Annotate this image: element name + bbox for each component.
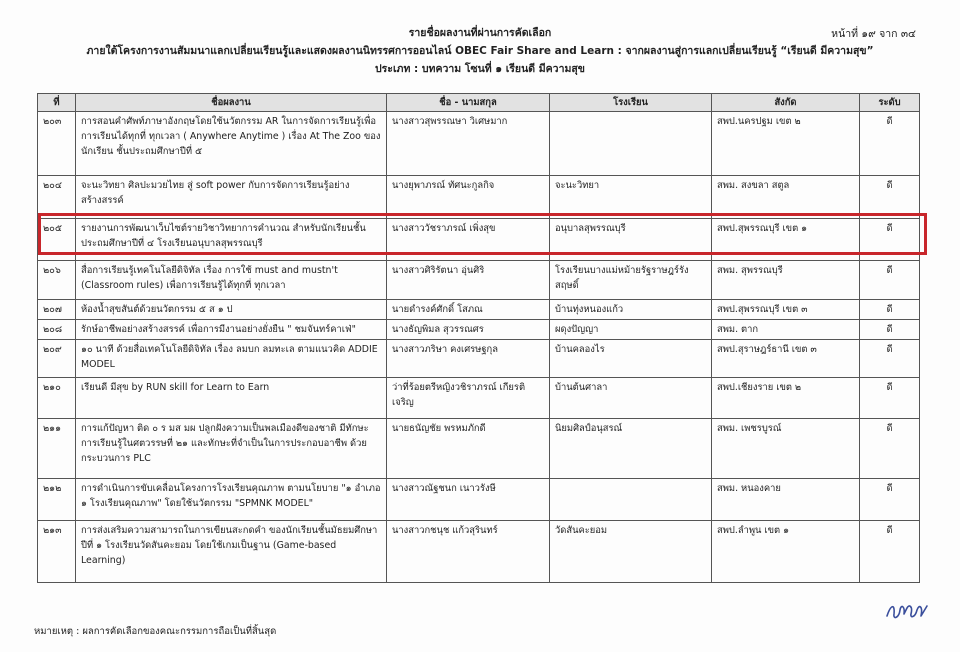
signature-icon [885, 600, 929, 622]
column-header-title: ชื่อผลงาน [76, 94, 387, 112]
cell-title: ห้องน้ำสุขสันต์ด้วยนวัตกรรม ๕ ส ๑ ป [76, 300, 387, 320]
cell-level: ดี [860, 219, 920, 261]
column-header-office: สังกัด [712, 94, 860, 112]
cell-level: ดี [860, 419, 920, 479]
cell-no: ๒๐๖ [38, 261, 76, 300]
cell-level: ดี [860, 340, 920, 378]
page-number: หน้าที่ ๑๙ จาก ๓๔ [831, 28, 916, 40]
document-title: รายชื่อผลงานที่ผ่านการคัดเลือก [408, 27, 552, 39]
cell-title: รายงานการพัฒนาเว็บไซต์รายวิชาวิทยาการคำนวณ สำหรับนักเรียนชั้นประถมศึกษาปีที่ ๔ โรงเรียนอนุบาลสุพรรณบุรี [76, 219, 387, 261]
cell-office: สพป.เชียงราย เขต ๒ [712, 378, 860, 419]
cell-level: ดี [860, 479, 920, 521]
document-category: ประเภท : บทความ โซนที่ ๑ เรียนดี มีความสุข [375, 63, 585, 75]
cell-school: บ้านทุ่งหนองแก้ว [550, 300, 712, 320]
cell-title: การแก้ปัญหา ติด ๐ ร มส มผ ปลูกฝังความเป็นพลเมืองดีของชาติ มีทักษะการเรียนรู้ในศตวรรษที่ ๒๑ และทักษะที่จำเป็นในการประกอบอาชีพ ด้วยกระบวนการ PLC [76, 419, 387, 479]
cell-no: ๒๐๗ [38, 300, 76, 320]
cell-level: ดี [860, 300, 920, 320]
cell-level: ดี [860, 378, 920, 419]
cell-no: ๒๐๔ [38, 176, 76, 219]
cell-office: สพม. ตาก [712, 320, 860, 340]
cell-title: สื่อการเรียนรู้เทคโนโลยีดิจิทัล เรื่อง การใช้ must and mustn't (Classroom rules) เพื่อการเรียนรู้ได้ทุกที่ ทุกเวลา [76, 261, 387, 300]
cell-office: สพป.ลำพูน เขต ๑ [712, 521, 860, 583]
table-row [38, 479, 920, 521]
cell-office: สพป.สุพรรณบุรี เขต ๑ [712, 219, 860, 261]
cell-school [550, 112, 712, 176]
cell-school: ผดุงปัญญา [550, 320, 712, 340]
cell-office: สพม. สุพรรณบุรี [712, 261, 860, 300]
table-row [38, 521, 920, 583]
cell-name: นางสาวณัฐชนก เนาวรังษี [387, 479, 550, 521]
cell-title: รักษ์อาชีพอย่างสร้างสรรค์ เพื่อการมีงานอย่างยั่งยืน " ชมจันทร์คาเฟ่" [76, 320, 387, 340]
table-row [38, 419, 920, 479]
cell-office: สพม. สงขลา สตูล [712, 176, 860, 219]
cell-no: ๒๐๙ [38, 340, 76, 378]
cell-name: นางธัญพิมล สุวรรณศร [387, 320, 550, 340]
cell-level: ดี [860, 112, 920, 176]
cell-school: วัดสันคะยอม [550, 521, 712, 583]
cell-school: จะนะวิทยา [550, 176, 712, 219]
cell-name: นางสาวศิริรัตนา อุ่นศิริ [387, 261, 550, 300]
cell-title: การดำเนินการขับเคลื่อนโครงการโรงเรียนคุณภาพ ตามนโยบาย "๑ อำเภอ ๑ โรงเรียนคุณภาพ" โดยใช้นวัตกรรม "SPMNK MODEL" [76, 479, 387, 521]
cell-office: สพป.นครปฐม เขต ๒ [712, 112, 860, 176]
footnote: หมายเหตุ : ผลการคัดเลือกของคณะกรรมการถือเป็นที่สิ้นสุด [34, 626, 277, 637]
cell-school: บ้านต้นศาลา [550, 378, 712, 419]
table-header-row [38, 94, 920, 112]
cell-school: นิยมศิลป์อนุสรณ์ [550, 419, 712, 479]
cell-name: นางสาวภริษา คงเศรษฐกุล [387, 340, 550, 378]
cell-office: สพป.สุราษฎร์ธานี เขต ๓ [712, 340, 860, 378]
table-row [38, 340, 920, 378]
column-header-level: ระดับ [860, 94, 920, 112]
cell-no: ๒๐๕ [38, 219, 76, 261]
cell-school: บ้านคลองไร [550, 340, 712, 378]
table-row [38, 112, 920, 176]
cell-title: การสอนคำศัพท์ภาษาอังกฤษโดยใช้นวัตกรรม AR ในการจัดการเรียนรู้เพื่อการเรียนได้ทุกที่ ทุกเวลา ( Anywhere Anytime ) เรื่อง At The Zoo ของนักเรียน ชั้นประถมศึกษาปีที่ ๕ [76, 112, 387, 176]
cell-no: ๒๑๐ [38, 378, 76, 419]
table-row [38, 320, 920, 340]
table-row-highlighted [38, 219, 920, 261]
cell-no: ๒๑๑ [38, 419, 76, 479]
column-header-name: ชื่อ - นามสกุล [387, 94, 550, 112]
cell-name: นางสาวกชนุช แก้วสุรินทร์ [387, 521, 550, 583]
cell-no: ๒๐๓ [38, 112, 76, 176]
table-row [38, 378, 920, 419]
cell-name: นายธนัญชัย พรหมภักดี [387, 419, 550, 479]
cell-name: นายดำรงค์ศักดิ์ โสภณ [387, 300, 550, 320]
cell-office: สพม. เพชรบูรณ์ [712, 419, 860, 479]
cell-title: จะนะวิทยา ศิลปะมวยไทย สู่ soft power กับการจัดการเรียนรู้อย่างสร้างสรรค์ [76, 176, 387, 219]
cell-title: การส่งเสริมความสามารถในการเขียนสะกดคำ ของนักเรียนชั้นมัธยมศึกษาปีที่ ๑ โรงเรียนวัดสันคะยอม โดยใช้เกมเป็นฐาน (Game-based Learning) [76, 521, 387, 583]
column-header-school: โรงเรียน [550, 94, 712, 112]
cell-office: สพป.สุพรรณบุรี เขต ๓ [712, 300, 860, 320]
cell-no: ๒๑๒ [38, 479, 76, 521]
cell-title: เรียนดี มีสุข by RUN skill for Learn to Earn [76, 378, 387, 419]
document-header [0, 24, 960, 78]
cell-school [550, 479, 712, 521]
document-subtitle: ภายใต้โครงการงานสัมมนาแลกเปลี่ยนเรียนรู้และแสดงผลงานนิทรรศการออนไลน์ OBEC Fair Share and Learn : จากผลงานสู่การแลกเปลี่ยนเรียนรู้ “เรียนดี มีความสุข” [86, 45, 874, 57]
cell-title: ๑๐ นาที ด้วยสื่อเทคโนโลยีดิจิทัล เรื่อง ลมบก ลมทะเล ตามแนวคิด ADDIE MODEL [76, 340, 387, 378]
cell-level: ดี [860, 261, 920, 300]
cell-school: อนุบาลสุพรรณบุรี [550, 219, 712, 261]
column-header-no: ที่ [38, 94, 76, 112]
results-table [37, 93, 920, 583]
cell-level: ดี [860, 176, 920, 219]
cell-level: ดี [860, 521, 920, 583]
cell-name: นางสาวสุพรรณษา วิเศษมาก [387, 112, 550, 176]
cell-name: นางยุพาภรณ์ ทัศนะกูลกิจ [387, 176, 550, 219]
cell-name: ว่าที่ร้อยตรีหญิงวชิราภรณ์ เกียรติเจริญ [387, 378, 550, 419]
table-row [38, 261, 920, 300]
table-row [38, 176, 920, 219]
signature-mark [885, 600, 929, 622]
cell-level: ดี [860, 320, 920, 340]
cell-name: นางสาววัชราภรณ์ เพิ่งสุข [387, 219, 550, 261]
cell-school: โรงเรียนบางแม่หม้ายรัฐราษฎร์รังสฤษดิ์ [550, 261, 712, 300]
cell-no: ๒๑๓ [38, 521, 76, 583]
table-row [38, 300, 920, 320]
cell-no: ๒๐๘ [38, 320, 76, 340]
cell-office: สพม. หนองคาย [712, 479, 860, 521]
